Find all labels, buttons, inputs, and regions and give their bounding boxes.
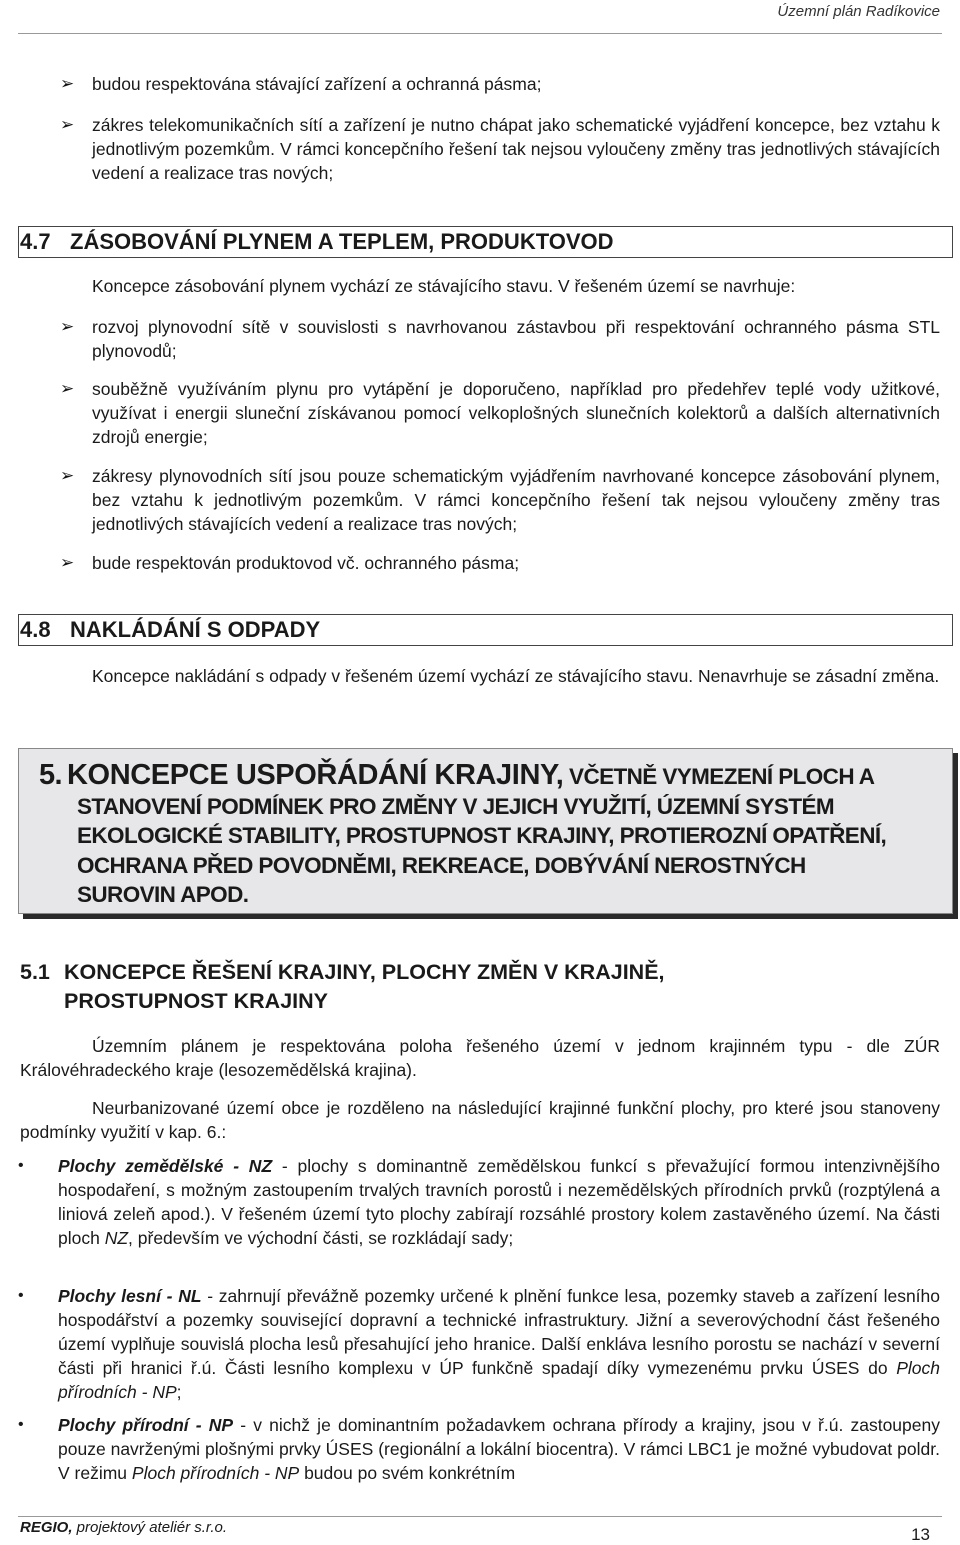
arrow-bullet-icon: ➢ [60, 466, 75, 485]
list-item [18, 1284, 940, 1404]
bullet-dot-icon: • [18, 1157, 24, 1174]
list-item [60, 377, 940, 449]
footer-rule [18, 1516, 942, 1517]
chapter-title-line: STANOVENÍ PODMÍNEK PRO ZMĚNY V JEJICH VYUŽITÍ, ÚZEMNÍ SYSTÉM [77, 793, 835, 819]
emphasis: NZ [104, 1228, 129, 1248]
chapter-title-line: OCHRANA PŘED POVODNĚMI, REKREACE, DOBÝVÁNÍ NEROSTNÝCH [77, 852, 806, 878]
section-intro [20, 274, 940, 298]
company-name: REGIO, [20, 1519, 73, 1536]
section-paragraph [20, 664, 940, 688]
section-heading-4-8 [20, 617, 320, 643]
emphasis: Ploch přírodních - NP [131, 1463, 300, 1483]
chapter-title-rest: VČETNĚ VYMEZENÍ PLOCH A [569, 764, 875, 789]
section-heading-5-1 [20, 958, 665, 1016]
term: Plochy přírodní - NP [58, 1415, 234, 1435]
term: Plochy lesní - NL [58, 1286, 202, 1306]
list-item-text: - plochy s dominantně zemědělskou funkcí s převažující formou intenzivnějšího hospodaření, s možným zastoupením trvalých travních porostů i nezemědělských přírodních prvků (rozptýlená a liniová zeleň apod.). V řešeném území tyto plochy zabírají rozsáhlé prostory kolem zastavěného území. Na části ploch [58, 1156, 940, 1248]
list-item [60, 72, 940, 96]
section-number: 5.1 [20, 960, 50, 984]
bullet-dot-icon: • [18, 1287, 24, 1304]
list-item [60, 113, 940, 185]
footer-company [20, 1519, 227, 1536]
arrow-bullet-icon: ➢ [60, 379, 75, 398]
chapter-heading-5 [39, 761, 932, 910]
list-item [60, 464, 940, 536]
arrow-bullet-icon: ➢ [60, 553, 75, 572]
list-item-text: rozvoj plynovodní sítě v souvislosti s navrhovanou zástavbou při respektování ochranného pásma STL plynovodů; [92, 317, 940, 361]
header-rule [18, 33, 942, 34]
section-paragraph [20, 1096, 940, 1144]
chapter-heading-box [18, 748, 953, 914]
page-number: 13 [911, 1525, 930, 1544]
list-item-text: - v nichž je dominantním požadavkem ochrana přírody a krajiny, jsou v ř.ú. zastoupeny pouze navrženými plošnými prvky ÚSES (regionální a lokální biocentra). V rámci LBC1 je možné vybudovat poldr. V režimu [58, 1415, 940, 1483]
list-item [18, 1413, 940, 1485]
list-item [60, 551, 940, 575]
list-item-text: budou po svém konkrétním [299, 1463, 516, 1483]
section-title: ZÁSOBOVÁNÍ PLYNEM A TEPLEM, PRODUKTOVOD [70, 229, 614, 254]
section-paragraph-text: Územním plánem je respektována poloha řešeného území v jednom krajinném typu - dle ZÚR Královéhradeckého kraje (lesozemědělská krajina). [20, 1036, 940, 1080]
section-title-line: PROSTUPNOST KRAJINY [64, 989, 329, 1013]
chapter-number: 5. [39, 759, 62, 791]
section-number: 4.8 [20, 617, 51, 642]
list-item-text: bude respektován produktovod vč. ochranného pásma; [92, 553, 520, 573]
list-item-text: ; [176, 1382, 182, 1402]
chapter-title-big: KONCEPCE USPOŘÁDÁNÍ KRAJINY, [67, 759, 564, 791]
company-rest: projektový ateliér s.r.o. [72, 1519, 228, 1536]
chapter-title-line: SUROVIN APOD. [77, 882, 249, 907]
arrow-bullet-icon: ➢ [60, 115, 75, 134]
chapter-title-line: EKOLOGICKÉ STABILITY, PROSTUPNOST KRAJINY, PROTIEROZNÍ OPATŘENÍ, [77, 823, 887, 848]
list-item-text: , především ve východní části, se rozkládají sady; [128, 1228, 514, 1248]
section-paragraph-text: Neurbanizované území obce je rozděleno na následující krajinné funkční plochy, pro které jsou stanoveny podmínky využití v kap. 6.: [20, 1098, 940, 1142]
list-item-text: budou respektována stávající zařízení a ochranná pásma; [92, 74, 542, 94]
list-item-text: zákresy plynovodních sítí jsou pouze schematickým vyjádřením navrhované koncepce zásobování plynem, bez vztahu k jednotlivým pozemkům. V rámci koncepčního řešení tak nejsou vyloučeny změny tras jednotlivých stávajících vedení a realizace tras nových; [92, 466, 940, 534]
section-title: NAKLÁDÁNÍ S ODPADY [70, 617, 321, 642]
section-title-line: KONCEPCE ŘEŠENÍ KRAJINY, PLOCHY ZMĚN V KRAJINĚ, [64, 960, 665, 984]
page-header: Územní plán Radíkovice [777, 3, 940, 20]
bullet-dot-icon: • [18, 1416, 24, 1433]
section-intro-text: Koncepce zásobování plynem vychází ze stávajícího stavu. V řešeném území se navrhuje: [92, 276, 796, 296]
section-paragraph [20, 1034, 940, 1082]
section-paragraph-text: Koncepce nakládání s odpady v řešeném území vychází ze stávajícího stavu. Nenavrhuje se zásadní změna. [92, 666, 940, 686]
list-item [18, 1154, 940, 1250]
list-item-text: souběžně využíváním plynu pro vytápění je doporučeno, například pro předehřev teplé vody užitkové, využívat i energii sluneční získávanou pomocí velkoplošných slunečních kolektorů a dalších alternativních zdrojů energie; [92, 379, 940, 447]
list-item-text: zákres telekomunikačních sítí a zařízení je nutno chápat jako schematické vyjádření koncepce, bez vztahu k jednotlivým pozemkům. V rámci koncepčního řešení tak nejsou vyloučeny změny tras jednotlivých stávajících vedení a realizace tras nových; [92, 115, 940, 183]
arrow-bullet-icon: ➢ [60, 74, 75, 93]
list-item-text: - zahrnují převážně pozemky určené k plnění funkce lesa, pozemky staveb a zařízení lesního hospodářství a pozemky související dopravní a technické infrastruktury. Jižní a severovýchodní část řešeného území vyplňuje souvislá plocha lesů přesahující jeho hranice. Další enkláva lesního porostu se nachází v severní části při hranici ř.ú. Části lesního komplexu v ÚP funkčně spadají díky vymezenému prvku ÚSES do [58, 1286, 941, 1378]
emphasis: Ploch přírodních - NP [58, 1358, 940, 1402]
arrow-bullet-icon: ➢ [60, 317, 75, 336]
term: Plochy zemědělské - NZ [58, 1156, 273, 1176]
section-heading-4-7 [20, 229, 614, 255]
section-number: 4.7 [20, 229, 51, 254]
list-item [60, 315, 940, 363]
